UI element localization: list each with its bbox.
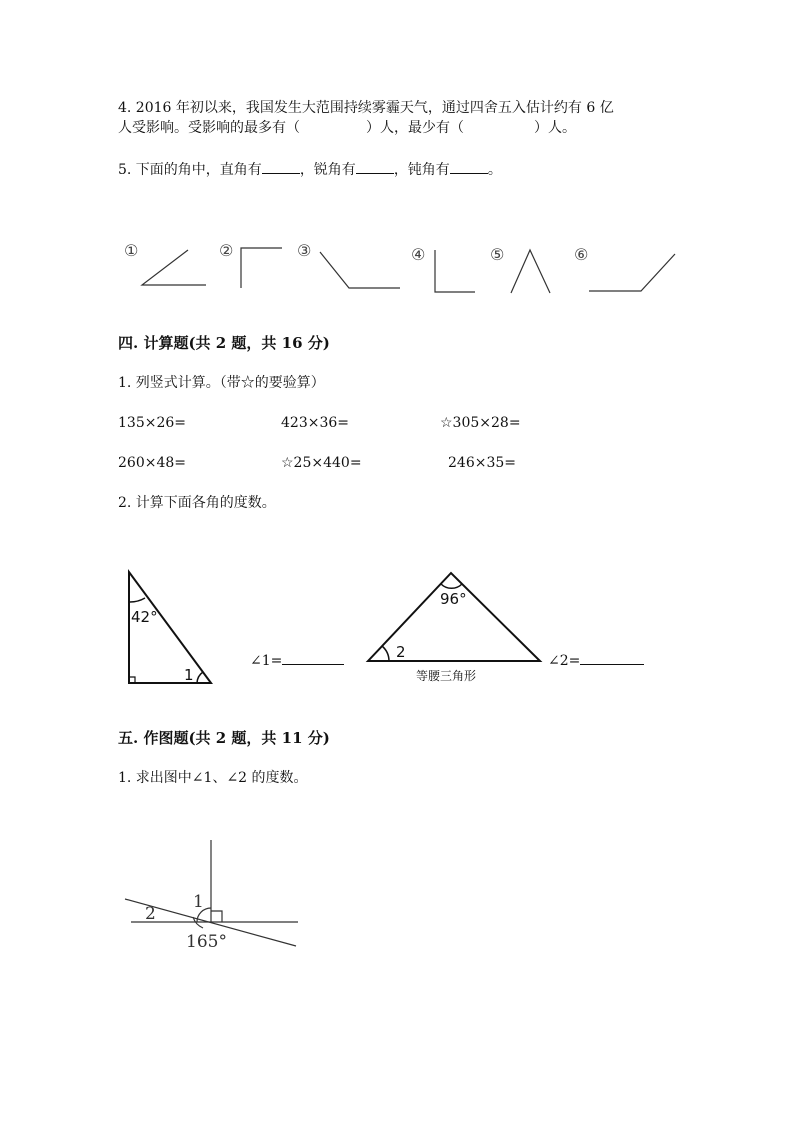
tri1-label: 1 <box>184 666 194 684</box>
angle-2-arc <box>382 646 389 661</box>
angle-4 <box>435 250 475 292</box>
isosceles-triangle <box>368 573 540 661</box>
q5-angles-figure <box>0 230 794 310</box>
right-angle-mark-2 <box>211 911 222 922</box>
answer-angle-2 <box>548 652 644 668</box>
q5-text-c: ，钝角有 <box>393 162 450 178</box>
fig-angle-165: 165° <box>186 932 227 952</box>
angle-6 <box>589 254 675 291</box>
angle-5 <box>511 250 550 293</box>
q4-line2 <box>118 121 576 135</box>
answer-angle-1-blank[interactable] <box>282 652 344 665</box>
q5-label-5: ⑤ <box>490 245 505 264</box>
tri1-angle-label: 42° <box>131 608 158 626</box>
q5-label-3: ③ <box>297 241 312 260</box>
section5-q1-title: 1. 求出图中∠1、∠2 的度数。 <box>118 770 308 786</box>
q4-line2-c: ）人。 <box>534 120 576 136</box>
fig-label-1: 1 <box>193 892 204 912</box>
q5-label-4: ④ <box>411 245 426 264</box>
expr-3: ☆305×28= <box>440 415 521 431</box>
expr-1: 135×26= <box>118 415 186 431</box>
intersecting-lines-figure <box>0 835 794 975</box>
q5-text-d: 。 <box>487 162 502 178</box>
q4-line2-b: ）人，最少有（ <box>366 120 464 136</box>
q5-blank-obtuse[interactable] <box>450 161 488 174</box>
q5-text-a: 5. 下面的角中，直角有 <box>118 162 262 178</box>
angle-2 <box>241 248 282 288</box>
angle-96-arc <box>441 584 462 588</box>
q4-line1: 4. 2016 年初以来，我国发生大范围持续雾霾天气，通过四舍五入估计约有 6 亿 <box>118 100 614 116</box>
q5-label-2: ② <box>219 241 234 260</box>
isosceles-triangle-figure <box>0 560 794 700</box>
expr-2: 423×36= <box>281 415 349 431</box>
answer-angle-2-label: ∠2= <box>548 653 581 669</box>
fig-label-2: 2 <box>145 904 156 924</box>
q4-line2-a: 人受影响。受影响的最多有（ <box>118 120 300 136</box>
tri2-caption: 等腰三角形 <box>416 669 477 683</box>
q5-label-1: ① <box>124 241 139 260</box>
q5-text <box>118 161 502 177</box>
section4-q1-title: 1. 列竖式计算。（带☆的要验算） <box>118 375 325 391</box>
tri2-angle-label: 96° <box>440 590 467 608</box>
q5-blank-right[interactable] <box>262 161 300 174</box>
q5-blank-acute[interactable] <box>356 161 394 174</box>
expr-4: 260×48= <box>118 455 186 471</box>
answer-angle-2-blank[interactable] <box>580 652 644 665</box>
q5-label-6: ⑥ <box>574 245 589 264</box>
tri2-label: 2 <box>396 643 406 661</box>
answer-angle-1 <box>250 652 344 668</box>
answer-angle-1-label: ∠1= <box>250 653 283 669</box>
expr-6: 246×35= <box>448 455 516 471</box>
q5-text-b: ，锐角有 <box>299 162 356 178</box>
section4-q2-title: 2. 计算下面各角的度数。 <box>118 495 276 511</box>
angle-1 <box>142 250 206 285</box>
section5-title: 五. 作图题(共 2 题，共 11 分) <box>118 729 330 747</box>
section4-title: 四. 计算题(共 2 题，共 16 分) <box>118 334 330 352</box>
expr-5: ☆25×440= <box>281 455 362 471</box>
angle-3 <box>320 252 400 288</box>
